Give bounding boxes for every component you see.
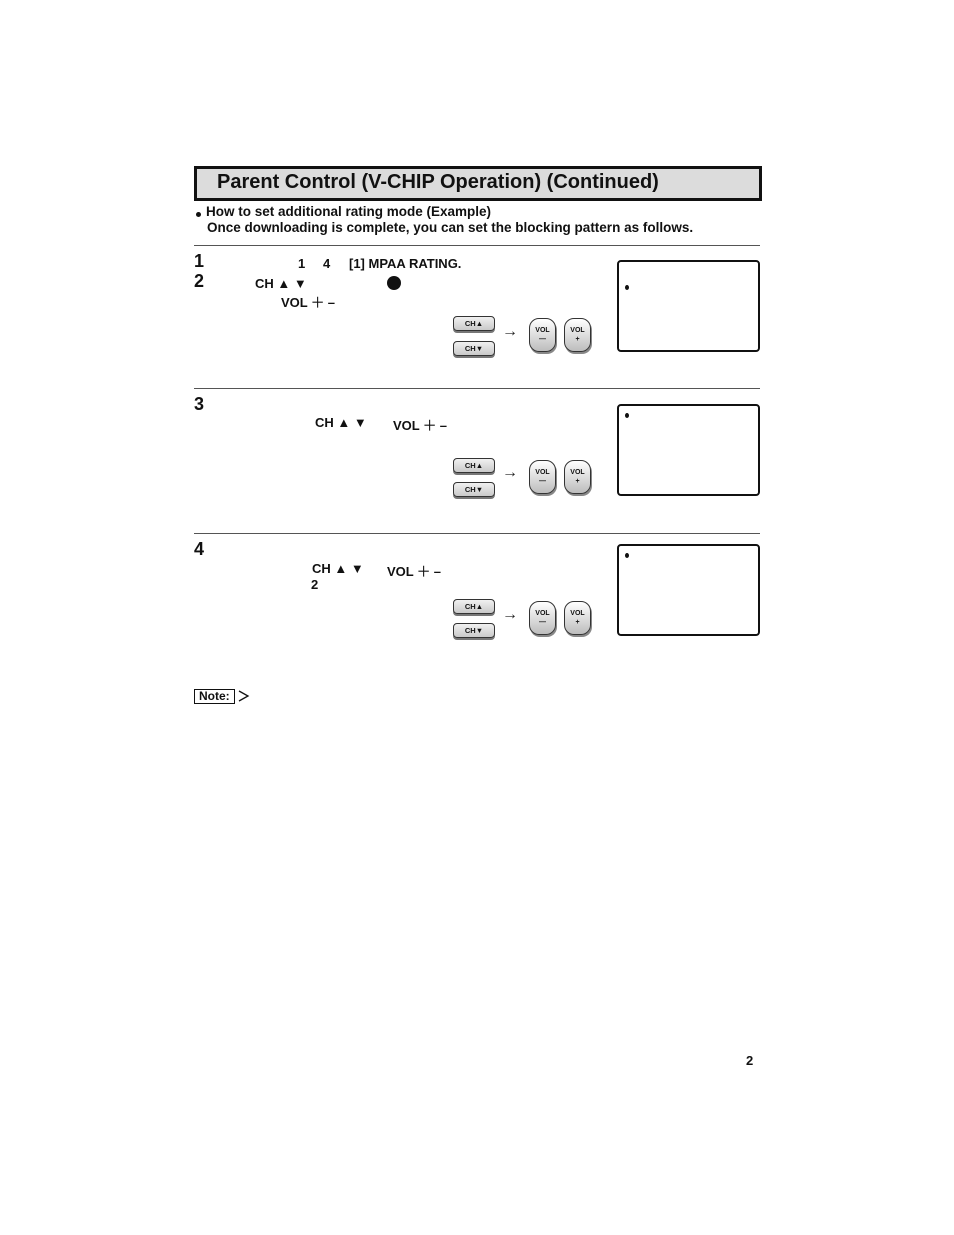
page-number: 2	[746, 1053, 754, 1068]
step4-vol-label: VOL ＋ –	[387, 564, 441, 579]
note-arrow-icon	[238, 690, 250, 702]
note-label: Note:	[194, 689, 235, 704]
step2-ch-label: CH ▲ ▼	[255, 276, 307, 291]
vol-key-label: VOL	[535, 327, 550, 334]
plus-sign: +	[575, 478, 580, 485]
menu-cursor-icon	[625, 413, 629, 418]
intro-heading: How to set additional rating mode (Example)	[206, 204, 492, 219]
step-number-2: 2	[194, 271, 205, 291]
divider	[194, 533, 760, 534]
tv-screen-display	[617, 544, 760, 636]
intro-text: Once downloading is complete, you can set the blocking pattern as follows.	[207, 220, 694, 235]
menu-cursor-icon	[625, 553, 629, 558]
minus-sign: —	[539, 619, 546, 626]
menu-cursor-icon	[625, 285, 629, 290]
plus-sign: +	[575, 336, 580, 343]
section-title-box	[194, 166, 762, 201]
vol-plus-key-icon	[564, 460, 591, 494]
ch-up-key-icon: CH▲	[453, 599, 495, 614]
ch-down-key-icon: CH▼	[453, 482, 495, 497]
step3-vol-label: VOL ＋ –	[393, 418, 447, 433]
step1-digit-a: 1	[298, 256, 306, 271]
vol-key-label: VOL	[535, 469, 550, 476]
tv-screen-display	[617, 404, 760, 496]
vol-key-label: VOL	[570, 327, 585, 334]
vol-key-label: VOL	[535, 610, 550, 617]
step-number-4: 4	[194, 539, 205, 559]
vol-key-label: VOL	[570, 469, 585, 476]
step2-vol-label: VOL ＋ –	[281, 295, 335, 310]
step-number-1: 1	[194, 251, 205, 271]
right-arrow-icon: →	[502, 606, 518, 623]
step-number-3: 3	[194, 394, 205, 414]
vol-plus-key-icon	[564, 318, 591, 352]
vol-plus-key-icon	[564, 601, 591, 635]
ch-down-key-icon: CH▼	[453, 341, 495, 356]
bullet-icon	[196, 212, 201, 217]
tv-screen-display	[617, 260, 760, 352]
plus-sign: +	[575, 619, 580, 626]
step4-ch-label: CH ▲ ▼	[312, 561, 364, 576]
minus-sign: —	[539, 478, 546, 485]
vol-minus-key-icon	[529, 460, 556, 494]
minus-sign: —	[539, 336, 546, 343]
filled-circle-icon	[387, 276, 401, 290]
divider	[194, 245, 760, 246]
page-title: Parent Control (V-CHIP Operation) (Continued)	[217, 171, 659, 193]
vol-minus-key-icon	[529, 601, 556, 635]
step1-digit-b: 4	[323, 256, 331, 271]
vol-key-label: VOL	[570, 610, 585, 617]
vol-minus-key-icon	[529, 318, 556, 352]
ch-down-key-icon: CH▼	[453, 623, 495, 638]
right-arrow-icon: →	[502, 323, 518, 340]
right-arrow-icon: →	[502, 464, 518, 481]
ch-up-key-icon: CH▲	[453, 458, 495, 473]
ch-up-key-icon: CH▲	[453, 316, 495, 331]
step3-ch-label: CH ▲ ▼	[315, 415, 367, 430]
step4-extra-text: 2	[311, 577, 319, 592]
divider	[194, 388, 760, 389]
step1-menu-item: [1] MPAA RATING.	[349, 256, 462, 271]
